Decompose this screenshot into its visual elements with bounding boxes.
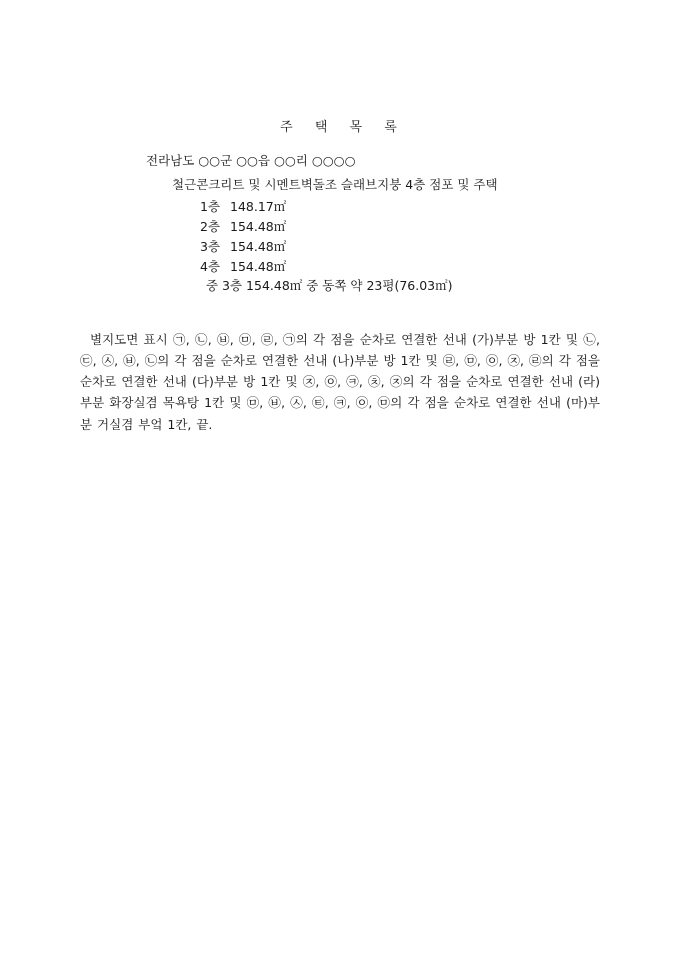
floor-row — [200, 238, 286, 256]
building-structure: 철근콘크리트 및 시멘트벽돌조 슬래브지붕 4층 점포 및 주택 — [172, 177, 498, 192]
floor-area: 154.48㎡ — [230, 219, 287, 234]
floor-area: 154.48㎡ — [230, 259, 287, 274]
floor-label: 3층 — [200, 239, 221, 254]
description-paragraph: 별지도면 표시 ㉠, ㉡, ㉥, ㉤, ㉣, ㉠의 각 점을 순차로 연결한 선내 (가)부분 방 1칸 및 ㉡, ㉢, ㉦, ㉥, ㉡의 각 점을 순차로 연결한 선내 (나)부분 방 1칸 및 ㉣, ㉤, ㉧, ㉨, ㉣의 각 점을 순차로 연결한 선내 (다)부분 방 1칸 및 ㉨, ㉧, ㉪, ㉩, ㉨의 각 점을 순차로 연결한 선내 (라)부분 화장실겸 목욕탕 1칸 및 ㉤, ㉥, ㉦, ㉫, ㉪, ㉧, ㉤의 각 점을 순차로 연결한 선내 (마)부분 거실겸 부엌 1칸, 끝. — [80, 331, 600, 432]
floor-row — [200, 218, 286, 236]
property-address: 전라남도 ○○군 ○○읍 ○○리 ○○○○ — [146, 153, 356, 168]
leased-portion: 중 3층 154.48㎡ 중 동쪽 약 23평(76.03㎡) — [206, 278, 453, 293]
document-title: 주 택 목 록 — [280, 120, 406, 135]
floor-area: 148.17㎡ — [230, 199, 287, 214]
floor-label: 2층 — [200, 219, 221, 234]
floor-area: 154.48㎡ — [230, 239, 287, 254]
floor-label: 1층 — [200, 199, 221, 214]
floor-label: 4층 — [200, 259, 221, 274]
floor-row — [200, 258, 286, 276]
floor-row — [200, 198, 286, 216]
